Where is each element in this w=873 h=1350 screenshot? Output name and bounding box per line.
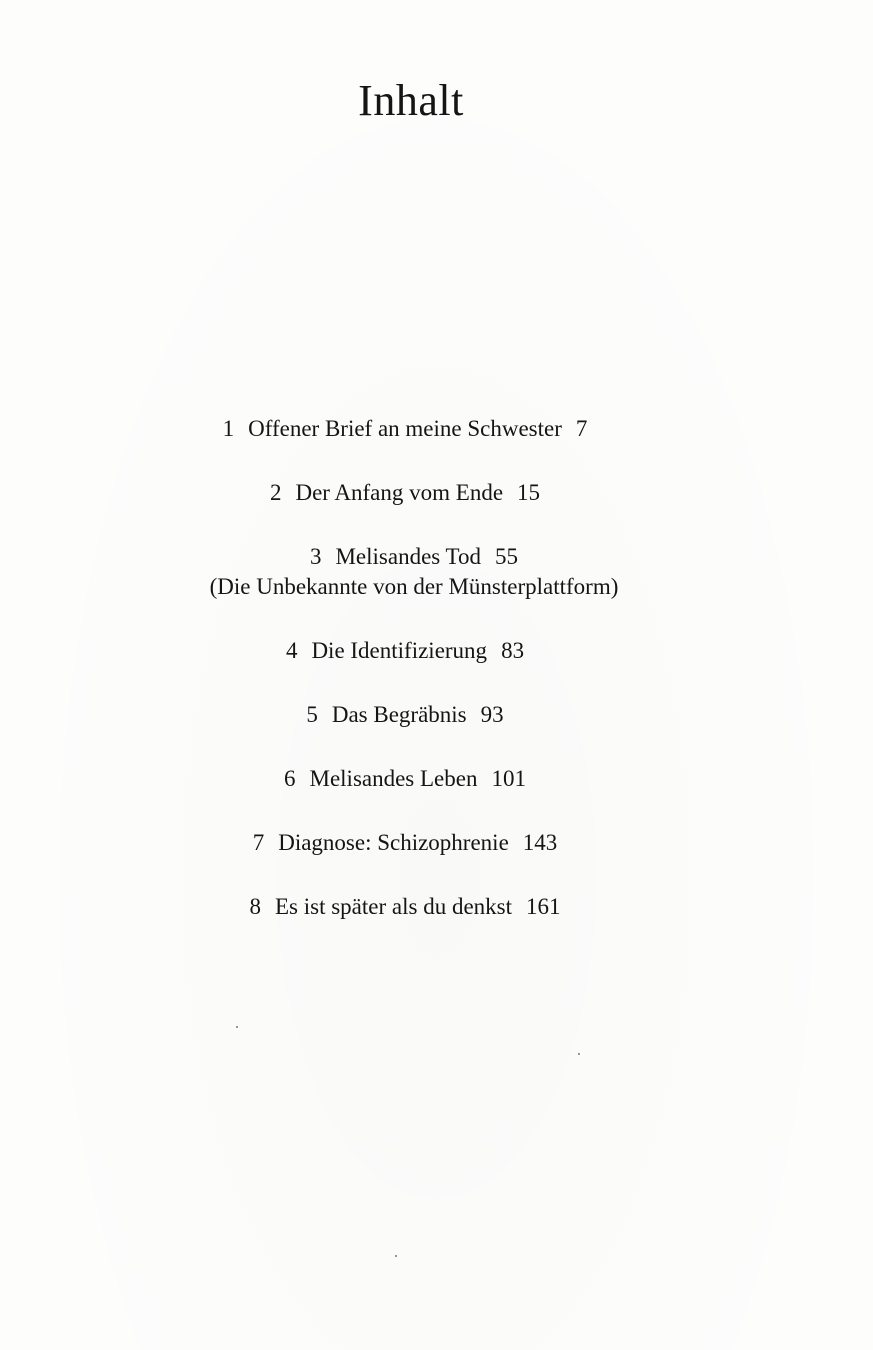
chapter-title: Die Identifizierung <box>311 638 488 663</box>
table-of-contents <box>0 414 810 956</box>
toc-entry-1 <box>0 414 810 444</box>
chapter-number: 7 <box>252 830 265 855</box>
chapter-subtitle: (Die Unbekannte von der Münsterplattform) <box>209 574 619 599</box>
chapter-number: 6 <box>284 766 296 791</box>
page-number: 55 <box>495 544 519 569</box>
toc-entry-8 <box>0 892 810 922</box>
page-number: 7 <box>575 416 588 441</box>
chapter-number: 2 <box>269 480 282 505</box>
chapter-number: 3 <box>309 544 322 569</box>
chapter-title: Diagnose: Schizophrenie <box>278 830 509 855</box>
page-number: 83 <box>501 638 525 663</box>
toc-entry-4 <box>0 636 810 666</box>
chapter-title: Melisandes Tod <box>335 544 482 569</box>
page-title: Inhalt <box>358 76 464 125</box>
toc-entry-3 <box>18 542 810 602</box>
paper-speck <box>395 1255 397 1257</box>
chapter-title: Offener Brief an meine Schwester <box>248 416 562 441</box>
page-number: 101 <box>491 766 526 791</box>
toc-entry-6 <box>0 764 810 794</box>
chapter-title: Das Begräbnis <box>331 702 467 727</box>
chapter-title: Melisandes Leben <box>309 766 478 791</box>
chapter-number: 1 <box>222 416 235 441</box>
toc-entry-2 <box>0 478 810 508</box>
chapter-title: Der Anfang vom Ende <box>295 480 504 505</box>
page-number: 15 <box>517 480 541 505</box>
toc-entry-7 <box>0 828 810 858</box>
chapter-number: 4 <box>285 638 298 663</box>
chapter-number: 8 <box>249 894 261 919</box>
paper-speck <box>236 1026 238 1028</box>
page-number: 93 <box>480 702 504 727</box>
page-number: 143 <box>522 830 558 855</box>
chapter-number: 5 <box>306 702 318 727</box>
chapter-title: Es ist später als du denkst <box>275 894 512 919</box>
page-number: 161 <box>526 894 561 919</box>
toc-entry-5 <box>0 700 810 730</box>
paper-speck <box>578 1053 580 1055</box>
